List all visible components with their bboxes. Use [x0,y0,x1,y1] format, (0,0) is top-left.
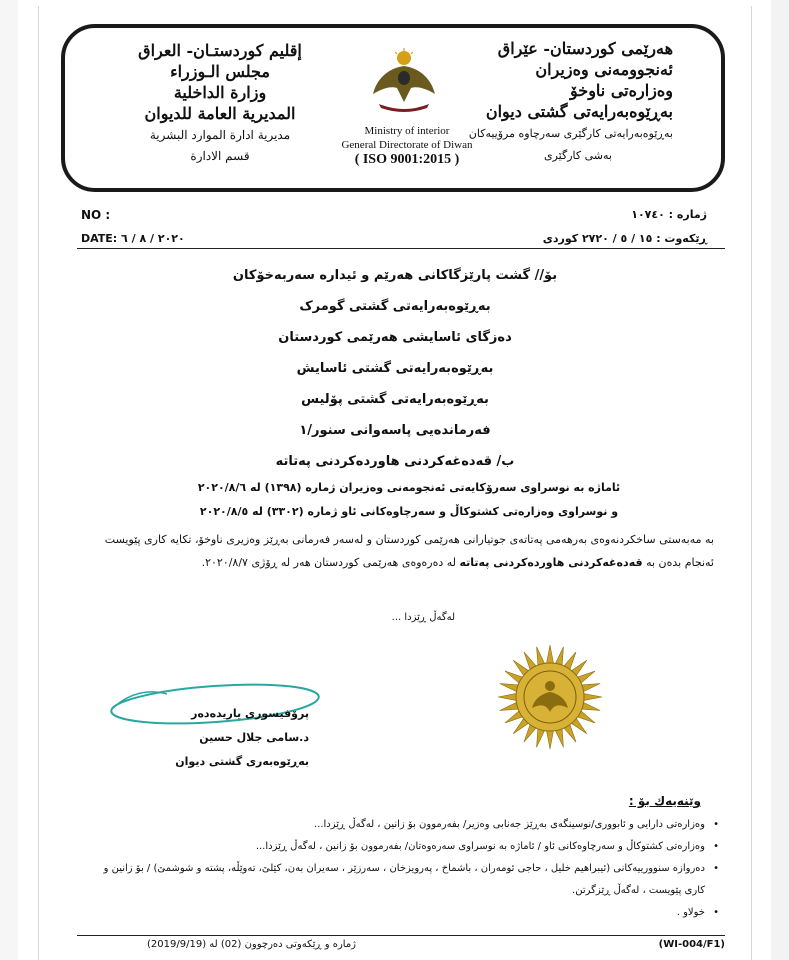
recipient-line: بەڕێوەبەرایەتی گشتی گومرک [299,299,491,314]
body-text-1: بە مەبەستی ساخکردنەوەی بەرهەمی پەتاتەی جوتیارانی هەرێمی کوردستان و لەسەر فەرمانی بەڕێز وەزیری ناوخۆ، تکایە کاری پێویست ئەنجام بدەن بە [104,533,714,569]
body-text-2: لە دەرەوەی هەرێمی کوردستان هەر لە ڕۆژی ٢٠٢٠/٨/٧. [201,556,460,569]
body-text-bold: قەدەغەکردنی هاوردەکردنی پەتاتە [459,556,643,569]
seal-ray [498,693,518,701]
body-paragraph [89,528,714,574]
kurdish-sub-1: بەڕێوەبەرایەتی کارگێری سەرچاوە مرۆییەکان [468,127,673,140]
arabic-line-1: إقليم كوردستـان- العراق [138,41,302,60]
doc-date-kurdish: ڕێکەوت : ١٥ / ٥ / ٢٧٢٠ کوردی [542,232,707,245]
recipient-line: بۆ// گشت پارێزگاکانی هەرێم و ئیدارە سەربەخۆکان [232,268,558,283]
right-margin [771,0,789,960]
doc-number-kurdish: ژمارە : ١٠٧٤٠ [631,208,707,221]
kurdish-line-4: بەڕێوەبەرایەتی گشتی دیوان [485,102,673,121]
signer-title: پرۆفیسوری یاریدەدەر [191,707,309,720]
recipient-line: بەڕێوەبەرایەتی گشتی پۆلیس [301,392,489,407]
cc-list [89,814,719,924]
recipient-line: بەڕێوەبەرایەتی گشتی ئاسایش [296,361,494,376]
signature-block [149,702,309,774]
kurdish-line-3: وەزارەتی ناوخۆ [570,81,673,100]
letterhead-frame [61,24,725,192]
cc-item: • وەزارەتی کشتوکاڵ و سەرچاوەکانی ئاو / ئاماژە بە نوسراوی سەرەوەتان/ بفەرموون بۆ زانین ، لەگەڵ ڕێزدا... [89,836,719,858]
document-page [38,6,752,960]
issue-number-label: ژمارە و ڕێکەوتی دەرچوون (02) لە (2019/9/19) [147,939,357,950]
seal-ray [582,693,602,701]
kurdish-line-1: هەرێمی کوردستان- عێراق [497,39,673,58]
iso-label: ( ISO 9001:2015 ) [354,152,460,167]
signer-name: د.سامی جلال حسین [199,731,309,744]
reference-line: ئاماژە بە نوسراوی سەرۆکایەتی ئەنجومەنی وەزیران ژمارە (١٣٩٨) لە ٢٠٢٠/٨/٦ [197,481,621,494]
recipient-line: فەرماندەیی پاسەوانی سنور/١ [299,423,491,438]
ministry-line-2: General Directorate of Diwan [341,139,473,151]
arabic-line-3: وزارة الداخلية [173,83,267,102]
left-margin [0,0,18,960]
arabic-line-4: المديرية العامة للديوان [144,104,296,123]
kurdistan-emblem-icon [369,48,439,112]
letterhead-arabic [105,40,335,166]
doc-date-label: DATE: ٢٠٢٠ / ٨ / ٦ [81,232,185,245]
kurdish-line-2: ئەنجوومەنی وەزیران [535,60,673,79]
doc-number-label: NO : [81,208,111,222]
official-seal-icon [494,642,606,752]
cc-item: • دەروازە سنوورییەکانی (ئیبراهیم خلیل ، حاجی ئومەران ، باشماخ ، پەرویزخان ، سەرزێر ، سەیران بەن، کێلێ، تەوێڵە، پشتە و شوشمێ) / بۆ زانین و کاری پێویست ، لەگەڵ ڕێزگرتن. [89,858,719,902]
subject-line: ب/ قەدەغەکردنی هاوردەکردنی پەتاتە [275,454,515,469]
header-divider [77,248,725,249]
arabic-line-2: مجلس الـوزراء [170,62,270,81]
footer-divider [77,935,725,936]
reference-line: و نوسراوی وەزارەتی کشتوکاڵ و سەرچاوەکانی ئاو ژمارە (٣٣٠٢) لە ٢٠٢٠/٨/٥ [199,505,619,518]
signer-position: بەڕێوەبەری گشتی دیوان [175,755,309,768]
references [129,476,689,524]
footer [77,939,725,955]
cc-item: • وەزارەتی دارایی و ئابووری/نوسینگەی بەڕێز جەنابی وەزیر/ بفەرموون بۆ زانین ، لەگەڵ ڕێزدا... [89,814,719,836]
form-code: (WI-004/F1) [658,939,725,950]
seal-ray [546,645,554,665]
arabic-sub-2: قسم الادارة [190,149,250,163]
ministry-english [327,124,487,167]
regards-line: لەگەڵ ڕێزدا ... [391,612,455,623]
cc-title: وێنەیەك بۆ : [628,794,701,808]
ministry-line-1: Ministry of interior [364,125,450,137]
cc-item: • خولاو . [89,902,719,924]
kurdish-sub-2: بەشی کارگێری [544,149,612,162]
arabic-sub-1: مديرية ادارة الموارد البشرية [149,128,291,142]
recipient-line: دەزگای ئاسایشی هەرێمی کوردستان [278,330,512,345]
seal-ray [546,729,554,749]
recipients-list [39,260,751,477]
